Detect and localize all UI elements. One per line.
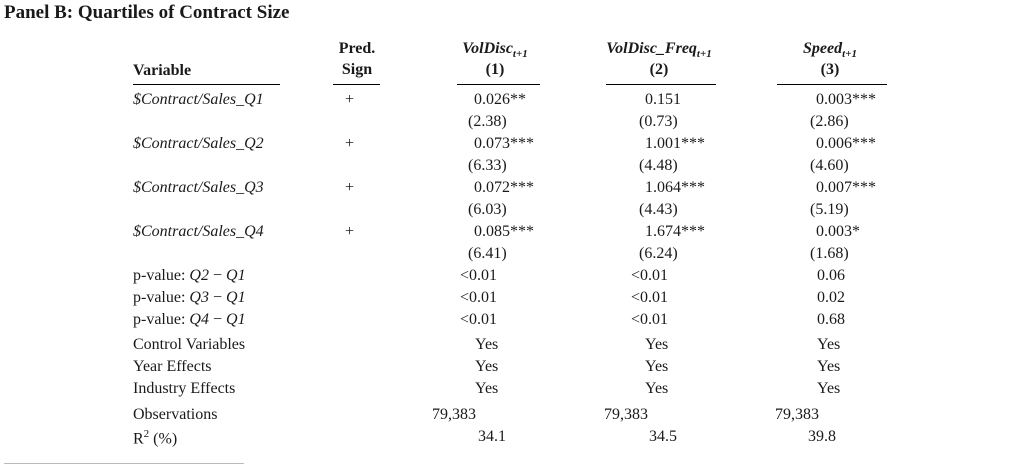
col2-name: VolDisc_Freq bbox=[606, 40, 697, 57]
variable-name: $Contract/Sales_Q3 bbox=[133, 179, 264, 196]
panel-title: Panel B: Quartiles of Contract Size bbox=[4, 2, 290, 23]
pvalue-col3: 0.68 bbox=[817, 311, 845, 328]
coef-col3: 0.003* bbox=[816, 223, 860, 240]
coef-col3: 0.006*** bbox=[816, 135, 876, 152]
tstat-col3: (2.86) bbox=[810, 113, 849, 130]
effect-col1: Yes bbox=[475, 358, 499, 375]
effect-label: Industry Effects bbox=[133, 380, 236, 397]
effect-label: Control Variables bbox=[133, 336, 246, 353]
tstat-col1: (6.33) bbox=[468, 157, 507, 174]
pvalue-col3: 0.06 bbox=[817, 267, 845, 284]
tstat-col2: (4.43) bbox=[639, 201, 678, 218]
pvalue-label: p-value: Q4 − Q1 bbox=[133, 311, 246, 328]
rule-col3 bbox=[777, 84, 887, 85]
pvalue-col1: <0.01 bbox=[460, 289, 498, 306]
col1-name: VolDisc bbox=[462, 40, 513, 57]
tstat-col3: (5.19) bbox=[810, 201, 849, 218]
coef-col2: 1.674*** bbox=[645, 223, 705, 240]
pvalue-col2: <0.01 bbox=[631, 311, 669, 328]
coef-col1: 0.026** bbox=[474, 91, 526, 108]
coef-col3: 0.007*** bbox=[816, 179, 876, 196]
col2-num: (2) bbox=[649, 61, 669, 79]
r2-label: $R^2$ (%) bbox=[133, 428, 178, 448]
pvalue-label: p-value: Q2 − Q1 bbox=[133, 267, 246, 284]
effect-col2: Yes bbox=[645, 358, 669, 375]
tstat-col2: (4.48) bbox=[639, 157, 678, 174]
effect-col2: Yes bbox=[645, 380, 669, 397]
pvalue-col1: <0.01 bbox=[460, 311, 498, 328]
effect-col3: Yes bbox=[817, 358, 841, 375]
pred-line2: Sign bbox=[341, 61, 373, 78]
tstat-col1: (6.41) bbox=[468, 245, 507, 262]
pvalue-col1: <0.01 bbox=[460, 267, 498, 284]
coef-col1: 0.085*** bbox=[474, 223, 534, 240]
col3-name: Speed bbox=[803, 40, 843, 57]
variable-name: $Contract/Sales_Q4 bbox=[133, 223, 264, 240]
coef-col3: 0.003*** bbox=[816, 91, 876, 108]
col1-num: (1) bbox=[485, 61, 505, 79]
tstat-col2: (6.24) bbox=[639, 245, 678, 262]
tstat-col3: (4.60) bbox=[810, 157, 849, 174]
observations-col2: 79,383 bbox=[604, 406, 648, 423]
pred-line1: Pred. bbox=[338, 40, 376, 57]
variable-header: Variable bbox=[133, 62, 192, 79]
bottom-rule bbox=[4, 463, 244, 464]
effect-col2: Yes bbox=[645, 336, 669, 353]
observations-label: Observations bbox=[133, 406, 218, 423]
effect-col1: Yes bbox=[475, 336, 499, 353]
effect-col3: Yes bbox=[817, 380, 841, 397]
pred-sign: + bbox=[345, 179, 355, 196]
coef-col1: 0.073*** bbox=[474, 135, 534, 152]
effect-col3: Yes bbox=[817, 336, 841, 353]
pvalue-col2: <0.01 bbox=[631, 289, 669, 306]
pvalue-col2: <0.01 bbox=[631, 267, 669, 284]
tstat-col1: (6.03) bbox=[468, 201, 507, 218]
tstat-col1: (2.38) bbox=[468, 113, 507, 130]
col1-sub: t+1 bbox=[512, 48, 528, 61]
rule-col2 bbox=[606, 84, 716, 85]
col3-num: (3) bbox=[820, 61, 840, 79]
col3-sub: t+1 bbox=[842, 48, 857, 61]
rule-pred bbox=[333, 84, 380, 85]
pred-sign: + bbox=[345, 91, 355, 108]
coef-col2: 1.001*** bbox=[645, 135, 705, 152]
r2-col1: 34.1 bbox=[478, 428, 506, 445]
col2-header bbox=[584, 40, 734, 79]
col2-sub: t+1 bbox=[696, 48, 712, 61]
variable-name: $Contract/Sales_Q2 bbox=[133, 135, 264, 152]
variable-name: $Contract/Sales_Q1 bbox=[133, 91, 264, 108]
col1-header bbox=[420, 40, 570, 79]
rule-variable bbox=[133, 84, 280, 85]
r2-col3: 39.8 bbox=[808, 428, 836, 445]
pred-sign: + bbox=[345, 223, 355, 240]
effect-col1: Yes bbox=[475, 380, 499, 397]
tstat-col3: (1.68) bbox=[810, 245, 849, 262]
coef-col1: 0.072*** bbox=[474, 179, 534, 196]
rule-col1 bbox=[457, 84, 540, 85]
pvalue-col3: 0.02 bbox=[817, 289, 845, 306]
r2-col2: 34.5 bbox=[649, 428, 677, 445]
observations-col1: 79,383 bbox=[432, 406, 476, 423]
pred-sign-header bbox=[317, 40, 397, 79]
pvalue-label: p-value: Q3 − Q1 bbox=[133, 289, 246, 306]
coef-col2: 0.151 bbox=[645, 91, 681, 108]
col3-header bbox=[755, 40, 905, 79]
tstat-col2: (0.73) bbox=[639, 113, 678, 130]
pred-sign: + bbox=[345, 135, 355, 152]
effect-label: Year Effects bbox=[133, 358, 212, 375]
observations-col3: 79,383 bbox=[775, 406, 819, 423]
coef-col2: 1.064*** bbox=[645, 179, 705, 196]
